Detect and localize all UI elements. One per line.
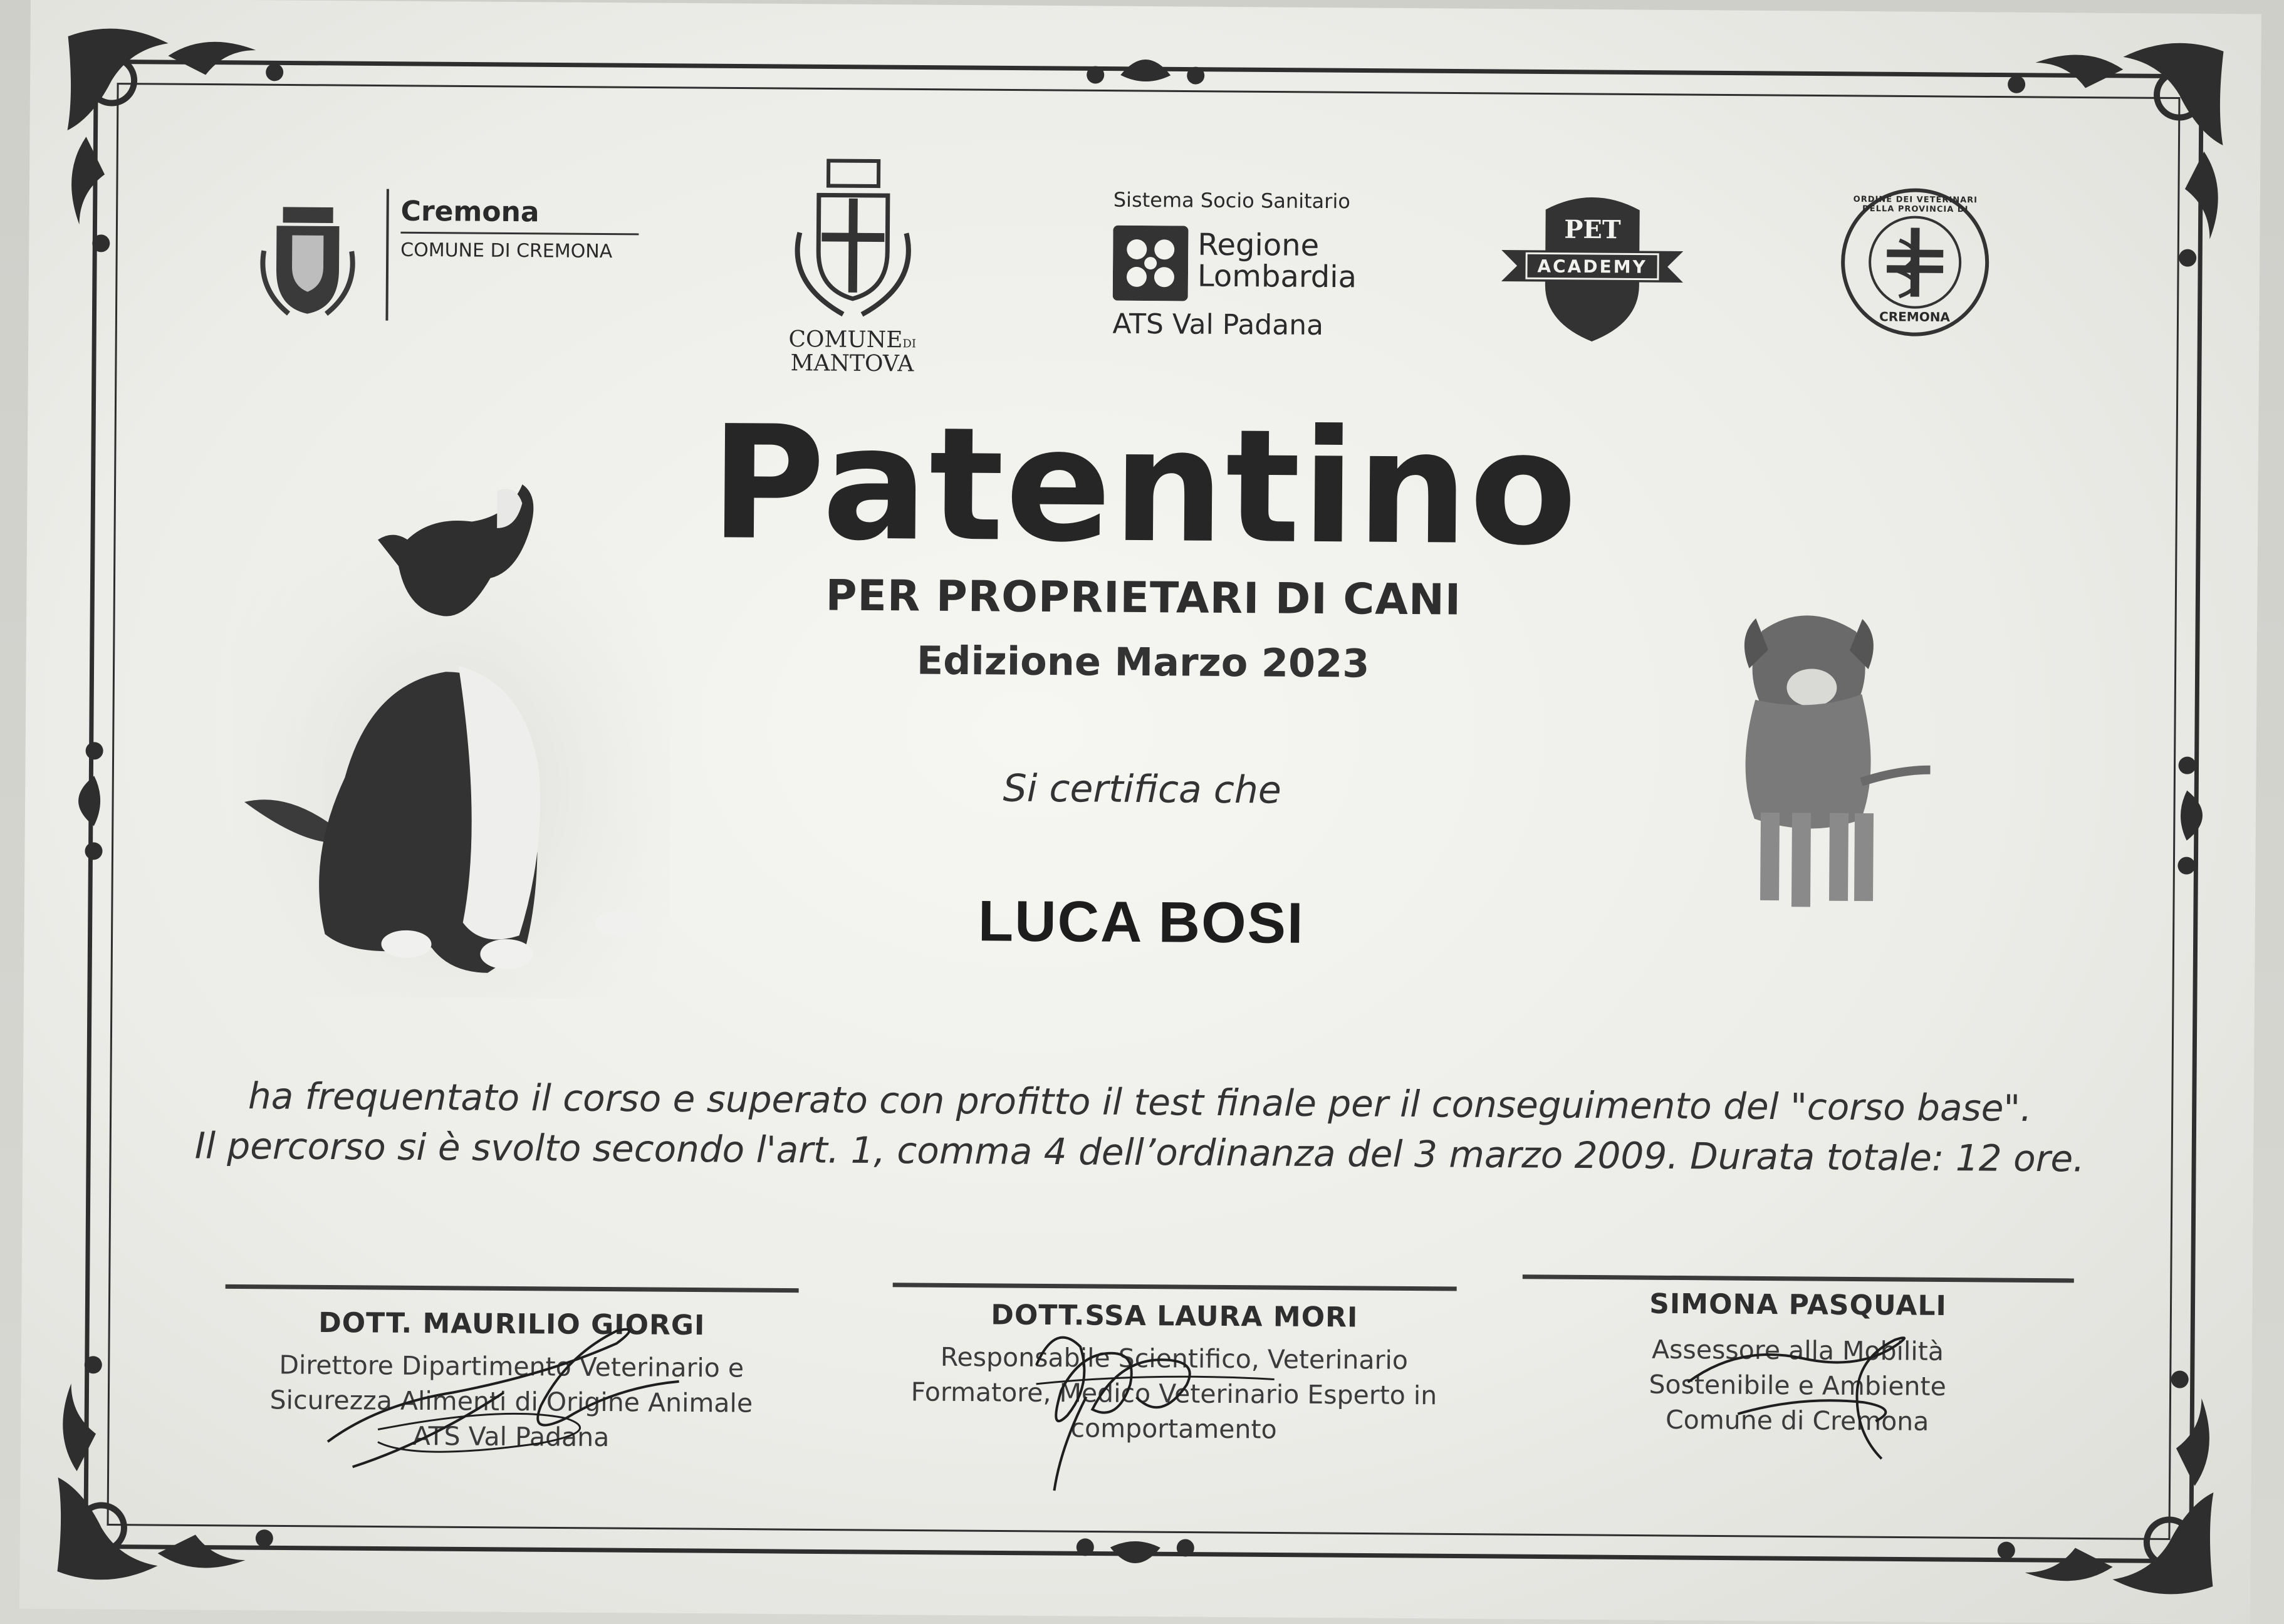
certify-text: Si certifica che [1003, 766, 1282, 813]
cremona-divider [385, 189, 388, 321]
mantova-line2: MANTOVA [790, 350, 914, 377]
regione-line2: Lombardia [1197, 258, 1357, 295]
cremona-name: Cremona [400, 195, 540, 229]
handwritten-signature-1 [315, 1304, 692, 1482]
certificate-body-line-1: ha frequentato il corso e superato con profitto il test finale per il conseguimento del "corso base". [248, 1075, 2032, 1130]
ordine-bottom-text: CREMONA [1879, 309, 1951, 325]
certificate-body-line-2: Il percorso si è svolto secondo l'art. 1, comma 4 dell’ordinanza del 3 marzo 2009. Durata totale: 12 ore. [194, 1124, 2085, 1180]
signature-name-2: DOTT.SSA LAURA MORI [991, 1299, 1358, 1334]
certificate-title: Patentino [709, 392, 1579, 580]
mantova-line1: COMUNEDI [788, 326, 917, 353]
signature-role-1: Direttore Dipartimento Veterinario e Sicurezza Alimenti di Origine Animale ATS Val Padana [269, 1350, 753, 1453]
handwritten-signature-2 [998, 1289, 1312, 1498]
mantova-logo [774, 157, 932, 384]
ordine-veterinari-logo [1836, 184, 1994, 341]
ordine-ring-text: ORDINE DEI VETERINARI DELLA PROVINCIA DI [1853, 194, 1978, 215]
signature-name-3: SIMONA PASQUALI [1649, 1288, 1948, 1323]
cremona-underline [400, 232, 639, 236]
recipient-name: LUCA BOSI [978, 889, 1305, 955]
signature-role-2: Responsabile Scientifico, Veterinario Formatore, Medico Veterinario Esperto in comportamento [910, 1341, 1437, 1445]
certificate-edition: Edizione Marzo 2023 [916, 637, 1370, 687]
puppy-photo [1716, 593, 1969, 920]
cremona-crest-icon [257, 200, 358, 320]
regione-lombardia-logo [1087, 187, 1377, 352]
regione-bottom-text: ATS Val Padana [1112, 308, 1324, 342]
cremona-logo [257, 188, 647, 328]
certificate-sheet [19, 0, 2261, 1624]
pet-academy-line2: ACADEMY [1537, 256, 1647, 278]
pet-academy-line1: PET [1564, 214, 1621, 245]
signature-role-3: Assessore alla Mobilità Sostenibile e Ambiente Comune di Cremona [1649, 1334, 1946, 1437]
regione-line1: Regione [1197, 227, 1320, 263]
certificate-subtitle: PER PROPRIETARI DI CANI [825, 571, 1462, 625]
regione-rosa-icon [1113, 226, 1189, 301]
cremona-subtitle: COMUNE DI CREMONA [400, 239, 613, 263]
signature-name-1: DOTT. MAURILIO GIORGI [318, 1306, 706, 1342]
mantova-crest-icon [780, 157, 926, 328]
handwritten-signature-3 [1662, 1301, 1977, 1465]
regione-top-text: Sistema Socio Sanitario [1113, 187, 1351, 214]
pet-academy-logo [1501, 190, 1684, 348]
